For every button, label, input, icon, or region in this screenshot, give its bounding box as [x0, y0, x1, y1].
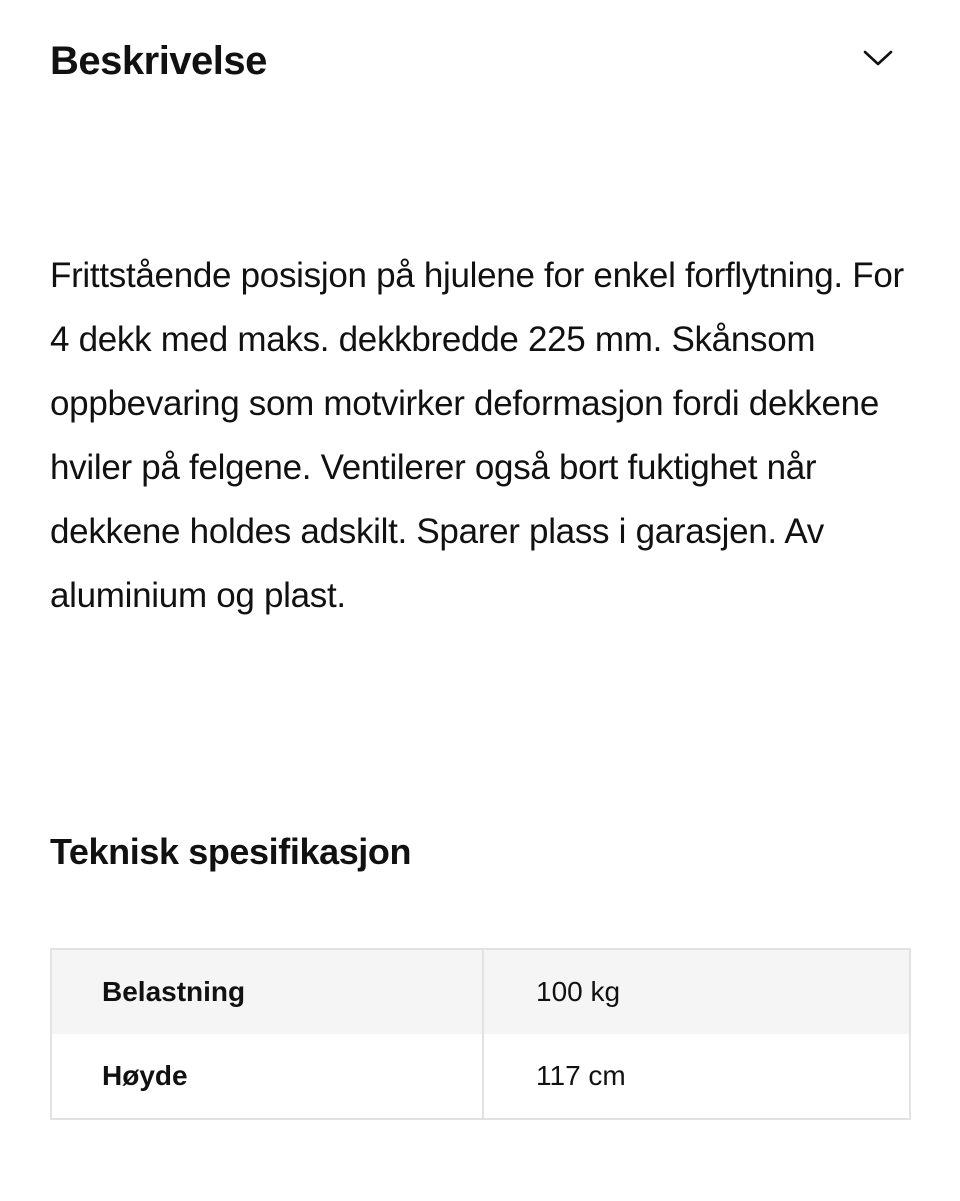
spec-table	[50, 948, 911, 1120]
spec-row-belastning	[51, 949, 910, 1034]
chevron-down-icon[interactable]	[860, 40, 896, 76]
spec-row-hoyde	[51, 1034, 910, 1119]
spec-value: 100 kg	[483, 949, 910, 1034]
description-text: Frittstående posisjon på hjulene for enkel forflytning. For 4 dekk med maks. dekkbredde 225 mm. Skånsom oppbevaring som motvirker deformasjon fordi dekkene hviler på felgene. Ventilerer også bort fuktighet når dekkene holdes adskilt. Sparer plass i garasjen. Av aluminium og plast.	[50, 256, 904, 615]
spec-value: 117 cm	[536, 1060, 626, 1091]
description-title: Beskrivelse	[50, 39, 267, 83]
description-accordion-header[interactable]	[50, 28, 910, 94]
spec-title: Teknisk spesifikasjon	[50, 831, 412, 872]
spec-label: Høyde	[51, 1034, 483, 1119]
spec-label: Belastning	[51, 949, 483, 1034]
